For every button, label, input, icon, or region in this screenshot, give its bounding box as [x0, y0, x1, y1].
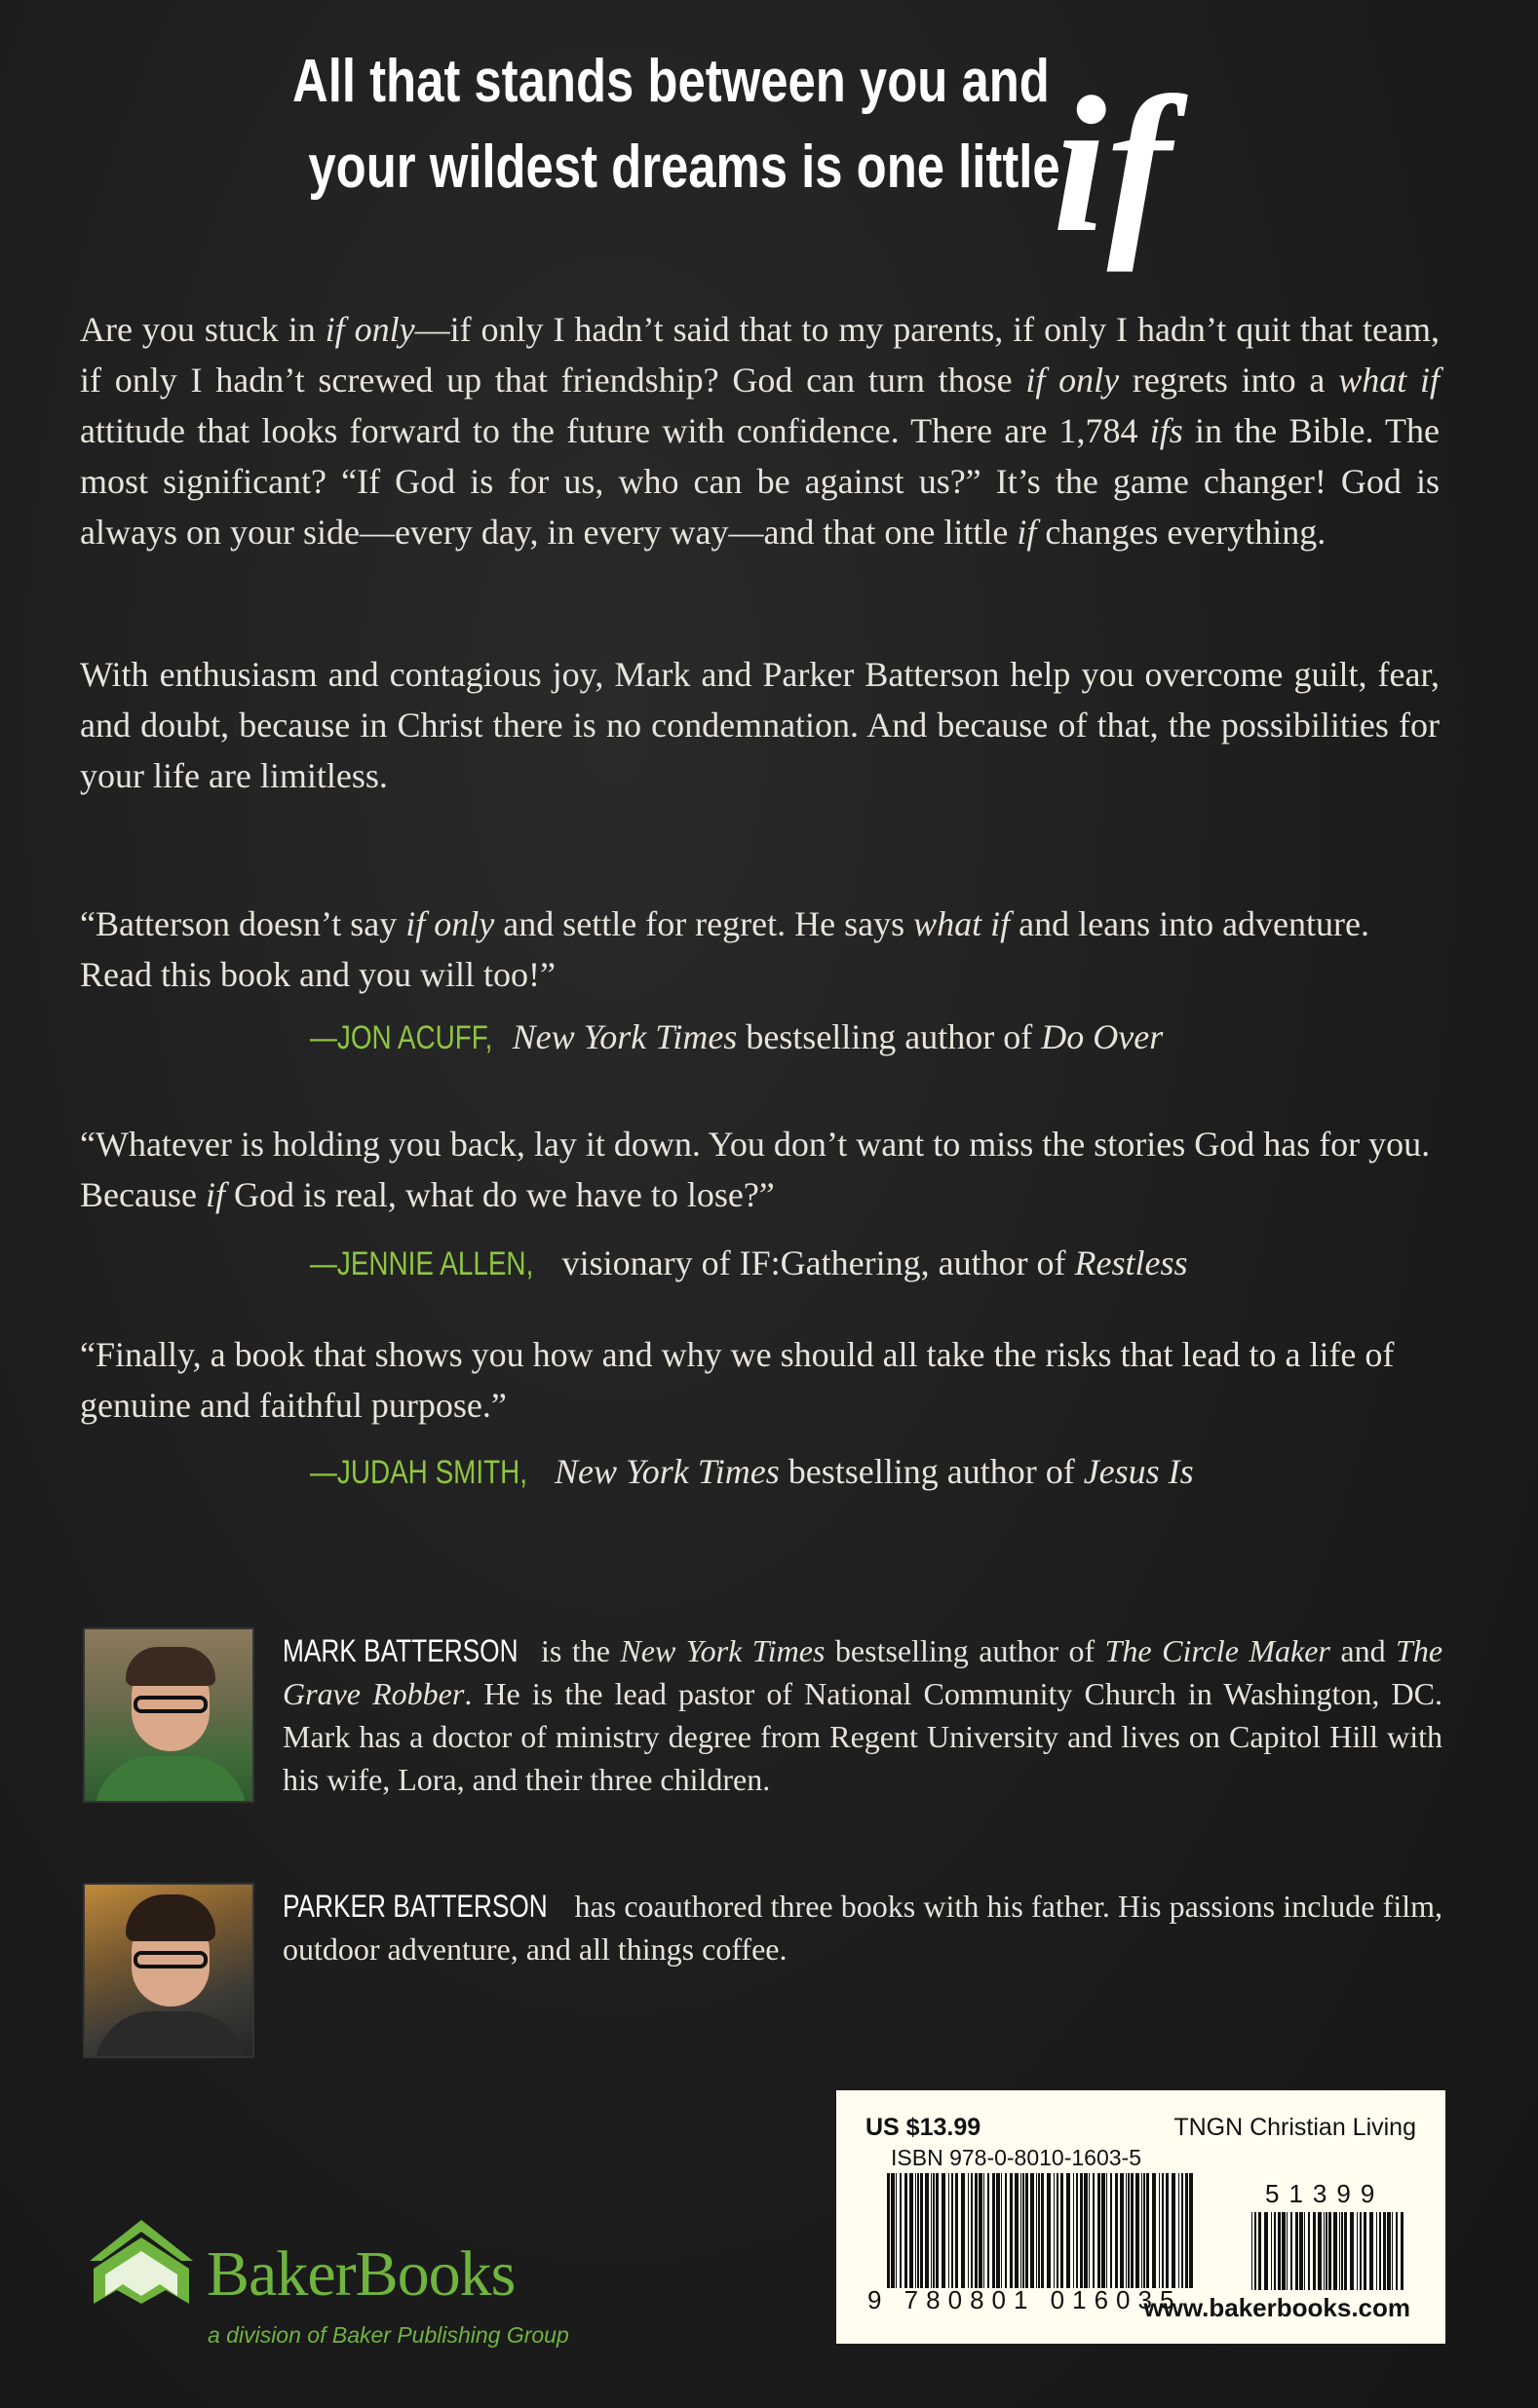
endorser-name: —JUDAH SMITH, [310, 1454, 528, 1491]
endorsement-quote-1: “Batterson doesn’t say if only and settle for regret. He says what if and leans into adventure. Read this book and you will too!” [80, 904, 1370, 994]
headline-script-if: if [1053, 57, 1173, 273]
headline [292, 39, 1060, 210]
description-paragraph-1: Are you stuck in if only—if only I hadn’t said that to my parents, if only I hadn’t quit that team, if only I hadn’t screwed up that friendship? God can turn those if only regrets into a what if attitude that looks forward to the future with confidence. There are 1,784 ifs in the Bible. The most significant? “If God is for us, who can be against us?” It’s the game changer! God is always on your side—every day, in every way—and that one little if changes everything. [80, 310, 1441, 552]
isbn: ISBN 978-0-8010-1603-5 [891, 2145, 1141, 2170]
author-bio-text: is the New York Times bestselling author of The Circle Maker and The Grave Robber. He is the lead pastor of National Community Church in Washington, DC. Mark has a doctor of ministry degree from Regent University and lives on Capitol Hill with his wife, Lora, and their three children. [283, 1633, 1443, 1797]
endorsement-quote-2: “Whatever is holding you back, lay it down. You don’t want to miss the stories God has for you. Because if God is real, what do we have to lose?” [80, 1125, 1431, 1214]
endorsement-attribution-1 [310, 1012, 1163, 1063]
endorser-description: New York Times bestselling author of Jesus Is [555, 1452, 1194, 1491]
barcode-addon-number: 51399 [1265, 2179, 1385, 2208]
bakerbooks-logo-icon [88, 2214, 195, 2312]
category: TNGN Christian Living [1173, 2114, 1416, 2141]
barcode-digits: 9 780801 016035 [867, 2285, 1182, 2314]
endorsement-attribution-2 [310, 1238, 1188, 1289]
description-paragraph-2: With enthusiasm and contagious joy, Mark and Parker Batterson help you overcome guilt, fear, and doubt, because in Christ there is no condemnation. And because of that, the possibilities for your life are limitless. [80, 655, 1440, 795]
author-photo-parker [83, 1883, 254, 2058]
endorsement-quote-3: “Finally, a book that shows you how and why we should all take the risks that lead to a life of genuine and faithful purpose.” [80, 1335, 1395, 1425]
author-name: MARK BATTERSON [283, 1633, 519, 1668]
author-photo-mark [83, 1627, 254, 1803]
endorser-name: —JENNIE ALLEN, [310, 1245, 534, 1282]
publisher-logo-text: BakerBooks [207, 2238, 516, 2310]
endorser-description: New York Times bestselling author of Do Over [512, 1017, 1164, 1056]
headline-line-1: All that stands between you and [292, 48, 1050, 115]
author-bio-parker [283, 1885, 1442, 1970]
publisher-url: www.bakerbooks.com [1143, 2293, 1410, 2322]
author-bio-text: has coauthored three books with his father. His passions include film, outdoor adventure, and all things coffee. [283, 1889, 1442, 1967]
price: US $13.99 [865, 2114, 981, 2141]
author-name: PARKER BATTERSON [283, 1889, 548, 1924]
endorsement-attribution-3 [310, 1446, 1194, 1498]
barcode-label [836, 2090, 1445, 2344]
isbn-barcode [887, 2173, 1194, 2288]
endorser-name: —JON ACUFF, [310, 1019, 493, 1056]
author-bio-mark [283, 1629, 1442, 1801]
headline-line-2: your wildest dreams is one little [308, 134, 1060, 201]
endorser-description: visionary of IF:Gathering, author of Restless [553, 1243, 1188, 1282]
addon-barcode [1251, 2212, 1407, 2290]
publisher-tagline: a division of Baker Publishing Group [208, 2322, 569, 2348]
